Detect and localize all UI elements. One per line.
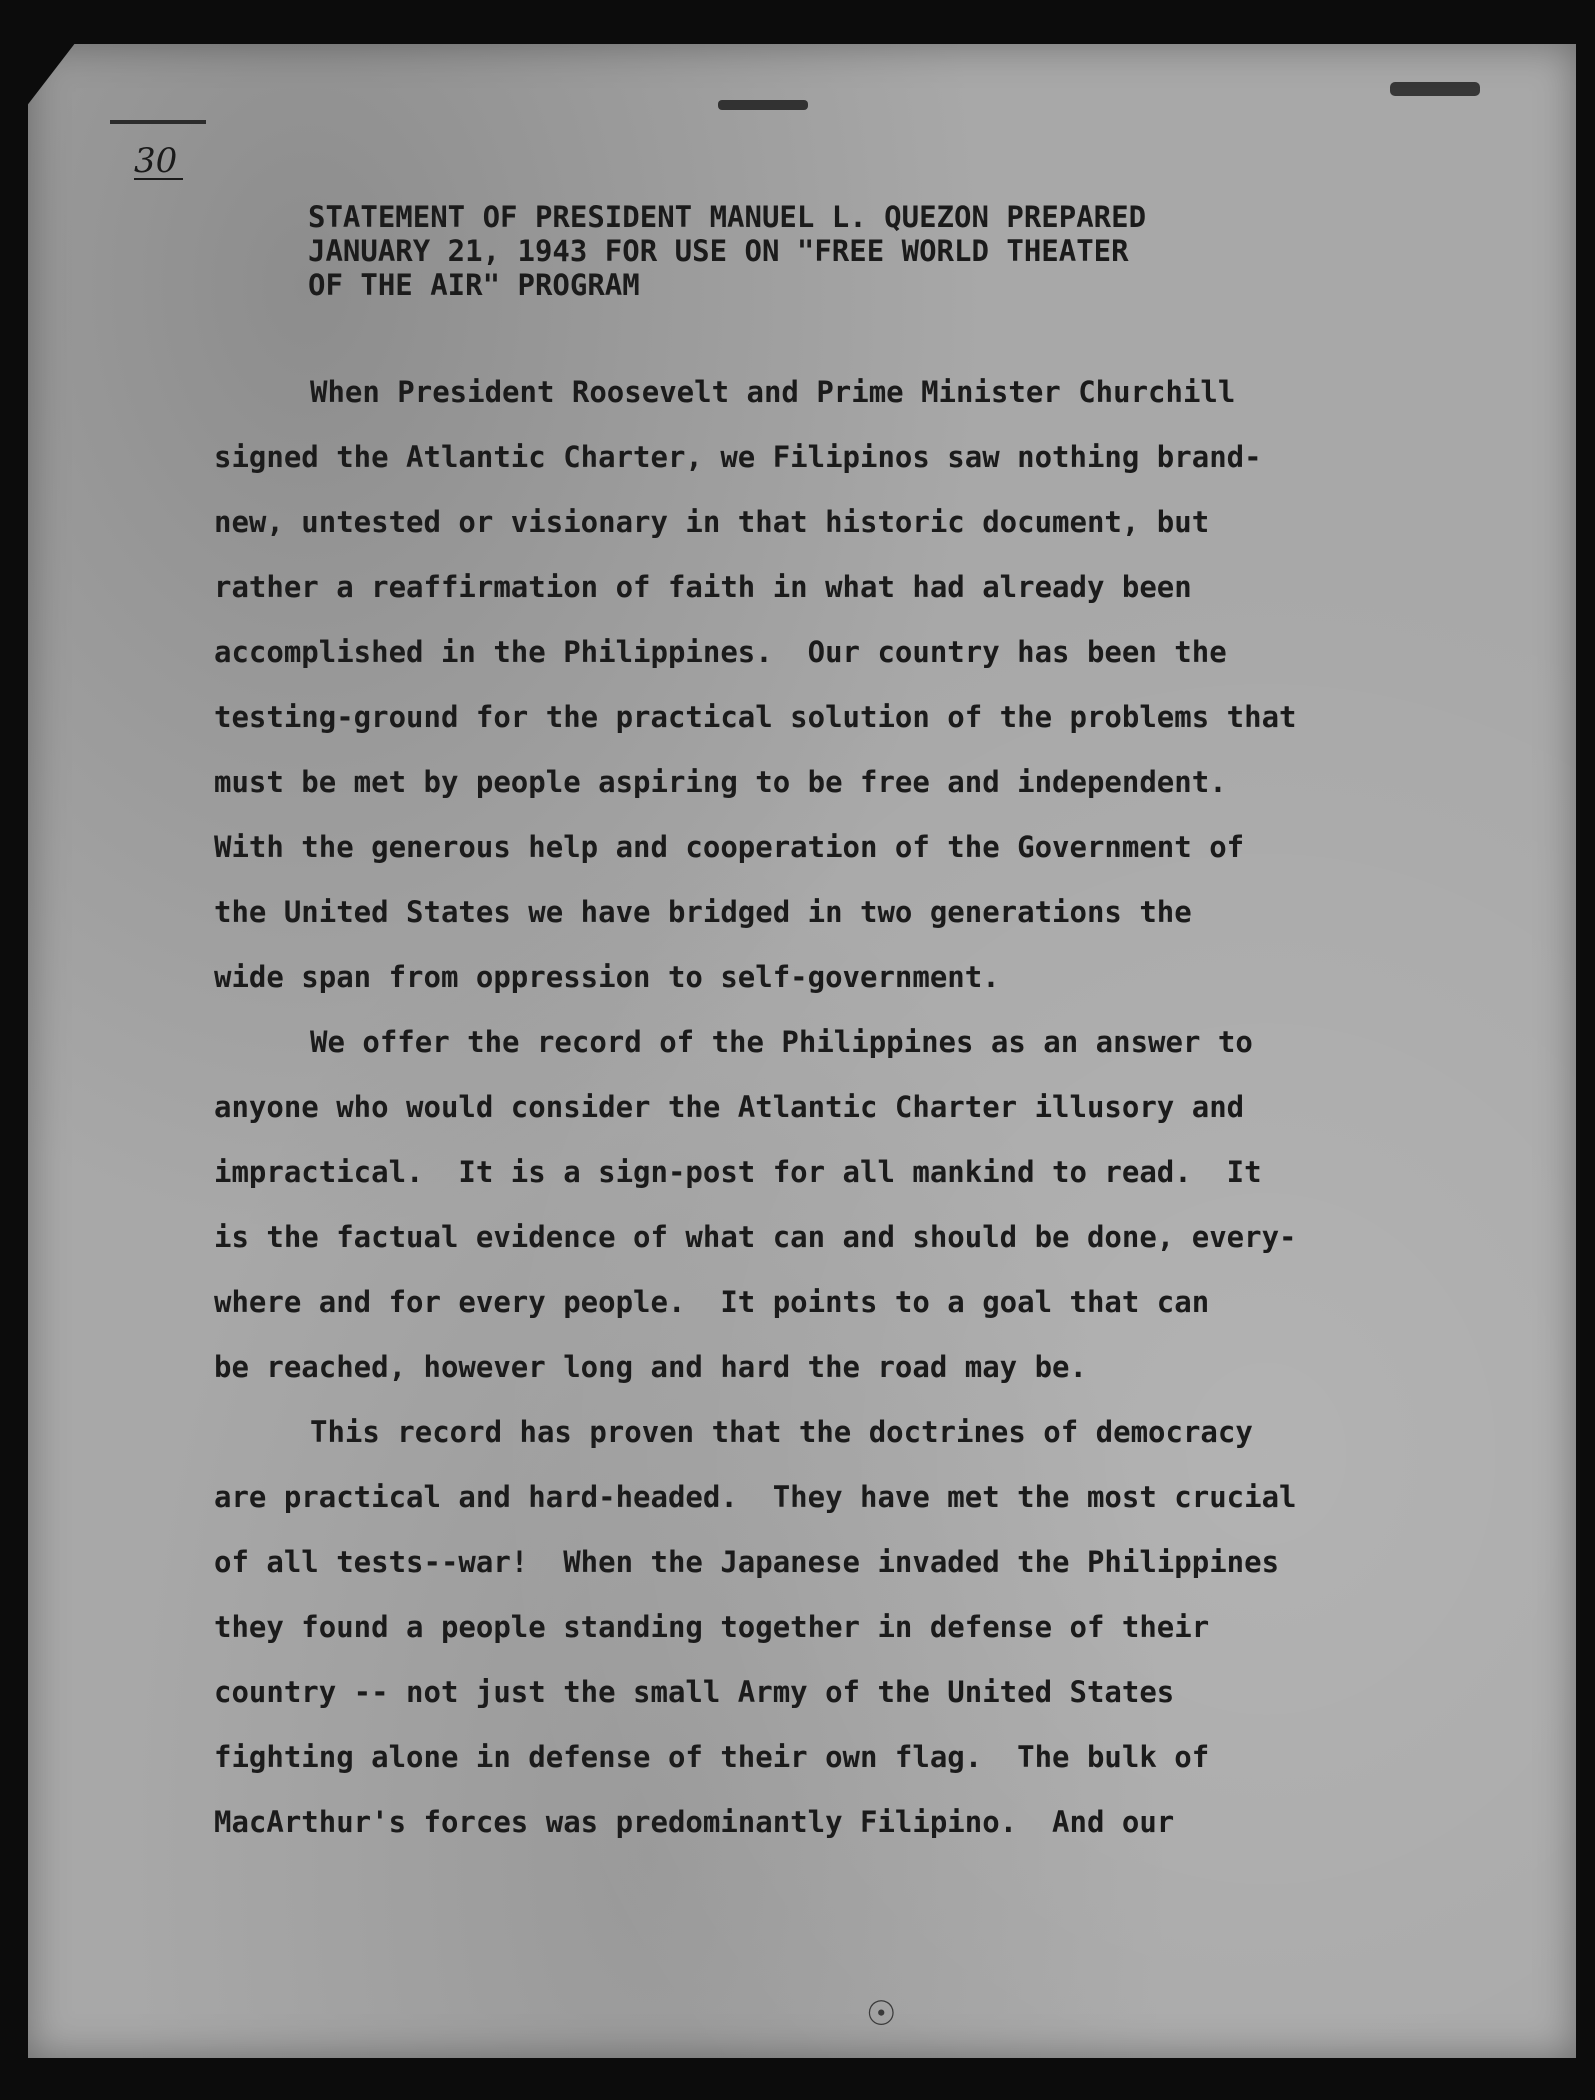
title-line: OF THE AIR" PROGRAM: [308, 268, 640, 302]
body-line: are practical and hard-headed. They have met the most crucial: [214, 1480, 1297, 1514]
body-line: of all tests--war! When the Japanese invaded the Philippines: [214, 1545, 1280, 1579]
title-line: JANUARY 21, 1943 FOR USE ON "FREE WORLD THEATER: [308, 234, 1129, 268]
body-line: wide span from oppression to self-government.: [214, 960, 1000, 994]
body-line: When President Roosevelt and Prime Minister Churchill: [310, 375, 1236, 409]
statement-title: [308, 200, 1308, 302]
title-line: STATEMENT OF PRESIDENT MANUEL L. QUEZON PREPARED: [308, 200, 1147, 234]
body-line: they found a people standing together in defense of their: [214, 1610, 1210, 1644]
body-line: signed the Atlantic Charter, we Filipinos saw nothing brand-: [214, 440, 1262, 474]
body-line: anyone who would consider the Atlantic Charter illusory and: [214, 1090, 1245, 1124]
body-line: where and for every people. It points to a goal that can: [214, 1285, 1210, 1319]
handwritten-page-number: 30: [134, 144, 183, 180]
body-line: the United States we have bridged in two generations the: [214, 895, 1192, 929]
body-line: impractical. It is a sign-post for all mankind to read. It: [214, 1155, 1262, 1189]
body-line: fighting alone in defense of their own flag. The bulk of: [214, 1740, 1210, 1774]
faint-watermark-stamp: [1398, 150, 1460, 2010]
body-line: be reached, however long and hard the road may be.: [214, 1350, 1087, 1384]
body-line: must be met by people aspiring to be free and independent.: [214, 765, 1227, 799]
body-line: accomplished in the Philippines. Our country has been the: [214, 635, 1227, 669]
body-line: We offer the record of the Philippines as an answer to: [310, 1025, 1253, 1059]
body-line: This record has proven that the doctrines of democracy: [310, 1415, 1253, 1449]
body-line: new, untested or visionary in that historic document, but: [214, 505, 1210, 539]
ink-mark: [110, 120, 206, 124]
body-line: testing-ground for the practical solution of the problems that: [214, 700, 1297, 734]
body-line: rather a reaffirmation of faith in what had already been: [214, 570, 1192, 604]
body-line: country -- not just the small Army of the United States: [214, 1675, 1175, 1709]
body-line: MacArthur's forces was predominantly Filipino. And our: [214, 1805, 1175, 1839]
body-line: With the generous help and cooperation of the Government of: [214, 830, 1245, 864]
handwritten-mark-icon: ☉: [866, 1994, 897, 2034]
body-line: is the factual evidence of what can and should be done, every-: [214, 1220, 1297, 1254]
ink-smudge: [1390, 82, 1480, 96]
ink-smudge: [718, 100, 808, 110]
statement-body: [214, 360, 1444, 1855]
